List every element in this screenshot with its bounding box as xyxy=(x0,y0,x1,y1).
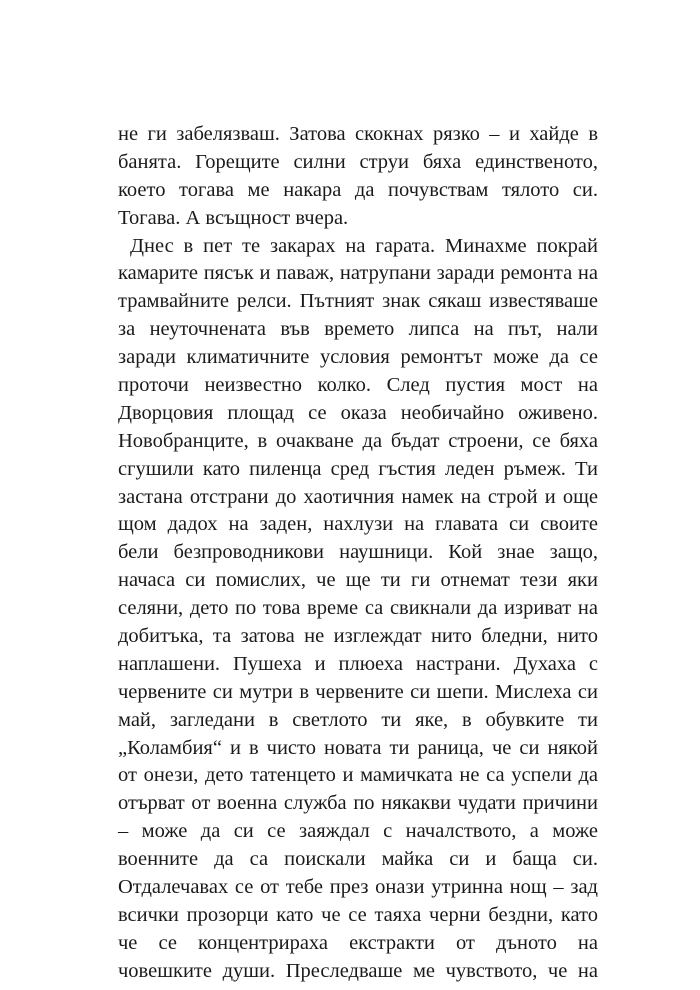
text-line: Дворцовия площад се оказа необичайно оживено. xyxy=(118,401,598,424)
text-line: „Коламбия“ и в чисто новата ти раница, че си някой xyxy=(118,736,598,759)
text-line: не ги забелязваш. Затова скокнах рязко – и хайде в xyxy=(118,123,598,145)
text-line: Отдалечавах се от тебе през онази утринна нощ – зад xyxy=(118,876,598,899)
text-line: всички прозорци като че се таяха черни бездни, като xyxy=(118,903,598,926)
text-line: сгушили като пиленца сред гъстия леден ръмеж. Ти xyxy=(118,457,598,480)
text-line: отърват от военна служба по някакви чудати причини xyxy=(118,792,598,815)
body-text xyxy=(118,121,598,986)
text-line: – може да си се заяждал с началството, а може xyxy=(118,820,598,843)
text-line: червените си мутри в червените си шепи. Мислеха си xyxy=(118,680,598,703)
text-line: проточи неизвестно колко. След пустия мост на xyxy=(118,374,598,397)
text-line: камарите пясък и паваж, натрупани заради ремонта на xyxy=(118,262,598,285)
text-line: Новобранците, в очакване да бъдат строени, се бяха xyxy=(118,429,598,452)
text-line: Тогава. А всъщност вчера. xyxy=(118,206,349,229)
text-line: застана отстрани до хаотичния намек на строй и още xyxy=(118,485,598,508)
text-line: трамвайните релси. Пътният знак сякаш известяваше xyxy=(118,290,598,313)
text-line: Днес в пет те закарах на гарата. Минахме покрай xyxy=(130,234,598,257)
text-line: заради климатичните условия ремонтът може да се xyxy=(118,346,598,369)
text-line: че се концентрираха екстракти от дъното на xyxy=(118,931,598,954)
text-line: военните да са поискали майка си и баща си. xyxy=(118,848,598,871)
text-line: за неуточнената във времето липса на път, нали xyxy=(118,318,598,341)
text-line: бели безпроводникови наушници. Кой знае защо, xyxy=(118,541,598,564)
text-line: селяни, дето по това време са свикнали да изриват на xyxy=(118,597,598,620)
text-line: човешките души. Преследваше ме чувството, че на xyxy=(118,959,598,982)
text-line: наплашени. Пушеха и плюеха настрани. Духаха с xyxy=(118,652,598,675)
text-line: щом дадох на заден, нахлузи на главата си своите xyxy=(118,513,598,536)
text-line: което тогава ме накара да почувствам тялото си. xyxy=(118,178,598,201)
text-line: банята. Горещите силни струи бяха единственото, xyxy=(118,150,598,173)
text-line: начаса си помислих, че ще ти ги отнемат тези яки xyxy=(118,569,598,592)
text-line: добитъка, та затова не изглеждат нито бледни, нито xyxy=(118,625,598,648)
text-line: май, загледани в светлото ти яке, в обувките ти xyxy=(118,708,598,731)
text-line: от онези, дето татенцето и мамичката не са успели да xyxy=(118,764,598,787)
